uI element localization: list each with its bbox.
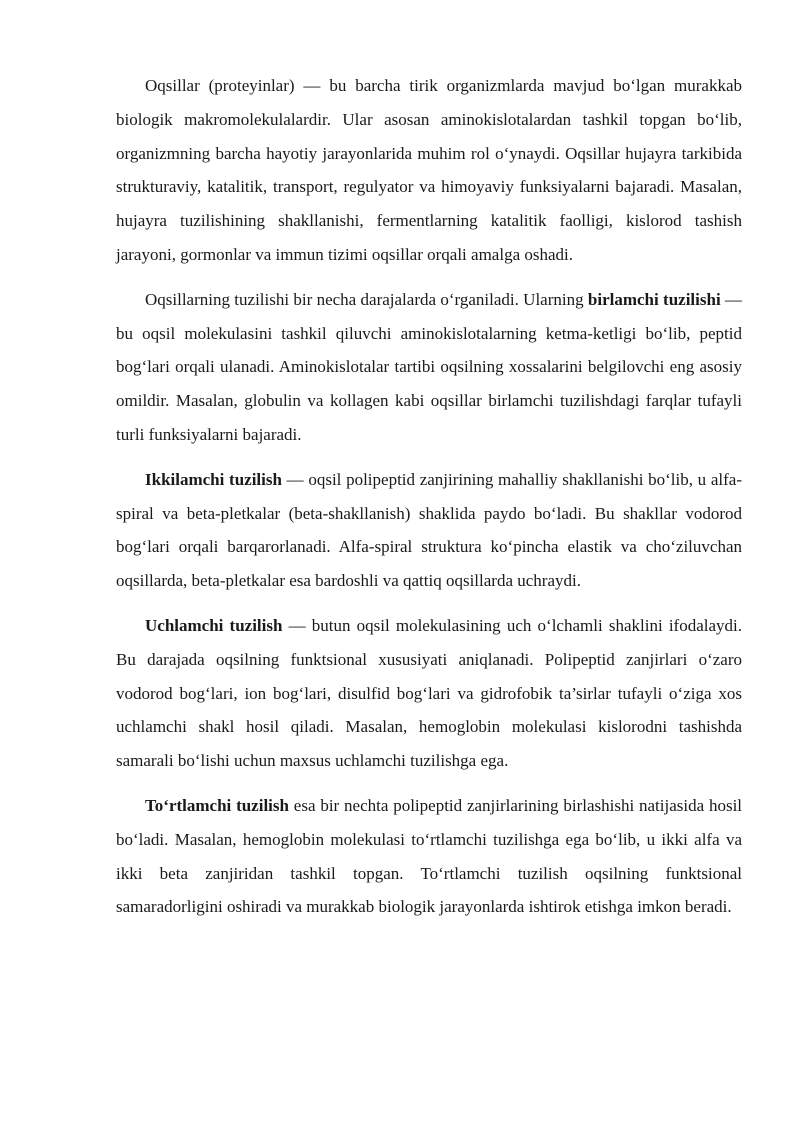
paragraph-primary-structure (116, 283, 742, 452)
term-quaternary-structure: To‘rtlamchi tuzilish (145, 795, 289, 815)
paragraph-text: — butun oqsil molekulasining uch o‘lchamli shaklini ifodalaydi. Bu darajada oqsilning funktsional xususiyati aniqlanadi. Polipeptid zanjirlari o‘zaro vodorod bog‘lari, ion bog‘lari, disulfid bog‘lari va gidrofobik ta’sirlar tufayli o‘ziga xos uchlamchi shakl hosil qiladi. Masalan, hemoglobin molekulasi kislorodni tashishda samarali bo‘lishi uchun maxsus uchlamchi tuzilishga ega. (116, 615, 742, 771)
paragraph-proteins-intro (116, 69, 742, 272)
paragraph-text-after: — bu oqsil molekulasini tashkil qiluvchi aminokislotalarning ketma-ketligi bo‘lib, peptid bog‘lari orqali ulanadi. Aminokislotalar tartibi oqsilning xossalarini belgilovchi eng asosiy omildir. Masalan, globulin va kollagen kabi oqsillar birlamchi tuzilishdagi farqlar tufayli turli funksiyalarni bajaradi. (116, 289, 742, 444)
term-secondary-structure: Ikkilamchi tuzilish (145, 469, 282, 489)
paragraph-text: — oqsil polipeptid zanjirining mahalliy shakllanishi bo‘lib, u alfa-spiral va beta-pletkalar (beta-shakllanish) shaklida paydo bo‘ladi. Bu shakllar vodorod bog‘lari orqali barqarorlanadi. Alfa-spiral struktura ko‘pincha elastik va cho‘ziluvchan oqsillarda, beta-pletkalar esa bardoshli va qattiq oqsillarda uchraydi. (116, 469, 742, 591)
paragraph-text-before: Oqsillarning tuzilishi bir necha darajalarda o‘rganiladi. Ularning (145, 289, 588, 309)
term-tertiary-structure: Uchlamchi tuzilish (145, 615, 283, 635)
term-primary-structure: birlamchi tuzilishi (587, 289, 721, 309)
paragraph-text: Oqsillar (proteyinlar) — bu barcha tirik organizmlarda mavjud bo‘lgan murakkab biologik makromolekulalardir. Ular asosan aminokislotalardan tashkil topgan bo‘lib, organizmning barcha hayotiy jarayonlarida muhim rol o‘ynaydi. Oqsillar hujayra tarkibida strukturaviy, katalitik, transport, regulyator va himoyaviy funksiyalarni bajaradi. Masalan, hujayra tuzilishining shakllanishi, fermentlarning katalitik faolligi, kislorod tashish jarayoni, gormonlar va immun tizimi oqsillar orqali amalga oshadi. (116, 76, 742, 264)
paragraph-quaternary-structure (116, 789, 742, 924)
paragraph-tertiary-structure (116, 609, 742, 778)
document-body (116, 69, 742, 935)
paragraph-text: esa bir nechta polipeptid zanjirlarining birlashishi natijasida hosil bo‘ladi. Masalan, hemoglobin molekulasi to‘rtlamchi tuzilishga ega bo‘lib, u ikki alfa va ikki beta zanjiridan tashkil topgan. To‘rtlamchi tuzilish oqsilning funktsional samaradorligini oshiradi va murakkab biologik jarayonlarda ishtirok etishga imkon beradi. (116, 795, 743, 917)
paragraph-secondary-structure (116, 463, 742, 598)
